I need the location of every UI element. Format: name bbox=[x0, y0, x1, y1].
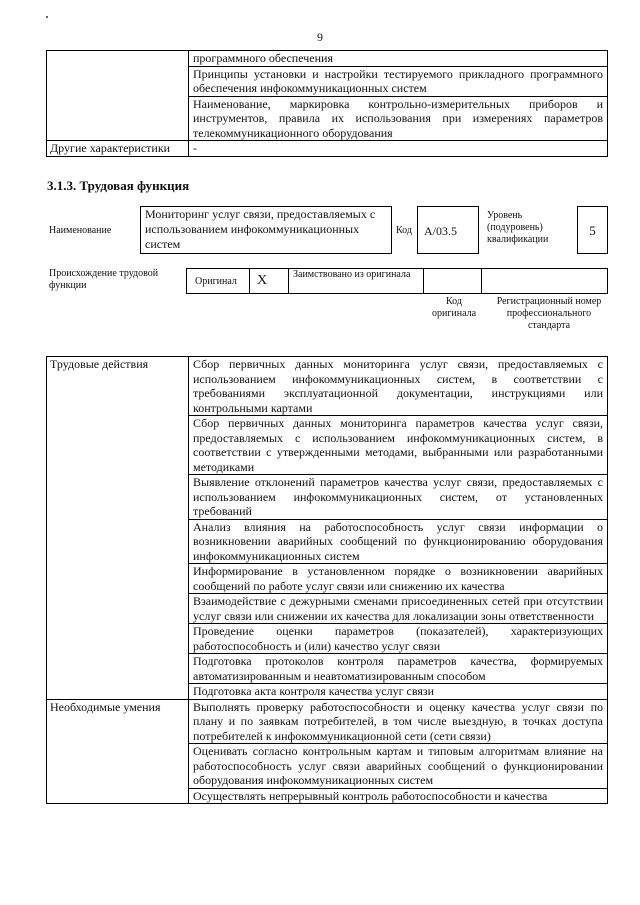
table-cell-empty bbox=[47, 51, 189, 141]
code-box bbox=[417, 206, 479, 254]
original-mark: Х bbox=[257, 273, 268, 288]
function-name-value: Мониторинг услуг связи, предоставляемых с использованием инфокоммуникационных систем bbox=[145, 207, 376, 251]
labor-actions-label: Трудовые действия bbox=[47, 357, 189, 700]
labor-action: Подготовка протоколов контроля параметров качества, формируемых автоматизированным и неавтоматизированным способом bbox=[189, 654, 608, 684]
scan-dot bbox=[46, 16, 48, 18]
level-box bbox=[577, 206, 608, 254]
skill: Осуществлять непрерывный контроль работоспособности и качества bbox=[189, 788, 608, 804]
labor-action: Подготовка акта контроля качества услуг связи bbox=[189, 684, 608, 700]
skill: Оценивать согласно контрольным картам и типовым алгоритмам влияние на работоспособность услуг связи аварийных сообщений о функционировании оборудования инфокоммуникационных систем bbox=[189, 744, 608, 789]
knowledge-table-continuation bbox=[46, 50, 608, 157]
level-label: Уровень (подуровень) квалификации bbox=[487, 210, 549, 245]
divider bbox=[423, 269, 424, 293]
table-row bbox=[47, 699, 608, 744]
skill: Выполнять проверку работоспособности и оценку качества услуг связи по плану и по заявкам потребителей, в том числе выездную, в точках доступа потребителей к инфокоммуникационной сети (сети связи) bbox=[189, 699, 608, 744]
origin-box bbox=[186, 268, 608, 294]
code-label: Код bbox=[396, 225, 412, 236]
level-value: 5 bbox=[589, 223, 596, 238]
labor-action: Сбор первичных данных мониторинга параметров качества услуг связи, предоставляемых с использованием инфокоммуникационных систем, в соответствии с утвержденными методами, выбранными или разработанными методиками bbox=[189, 416, 608, 475]
labor-function-table bbox=[46, 356, 608, 804]
divider bbox=[288, 269, 289, 293]
code-caption: Код оригинала bbox=[431, 296, 477, 319]
section-title: 3.1.3. Трудовая функция bbox=[47, 178, 190, 193]
table-cell: программного обеспечения bbox=[189, 51, 608, 67]
divider bbox=[249, 269, 250, 293]
other-characteristics-label: Другие характеристики bbox=[47, 141, 189, 157]
name-label: Наименование bbox=[49, 225, 112, 236]
labor-action: Взаимодействие с дежурными сменами присоединенных сетей при отсутствии услуг связи или снижении их качества для локализации зоны ответственности bbox=[189, 594, 608, 624]
reg-caption: Регистрационный номер профессионального стандарта bbox=[496, 296, 602, 331]
origin-label: Происхождение трудовой функции bbox=[49, 268, 159, 291]
other-characteristics-value: - bbox=[189, 141, 608, 157]
table-cell: Принципы установки и настройки тестируемого прикладного программного обеспечения инфокоммуникационных систем bbox=[189, 66, 608, 96]
borrowed-label: Заимствовано из оригинала bbox=[293, 269, 411, 280]
page-number: 9 bbox=[317, 30, 323, 44]
code-value: А/03.5 bbox=[424, 224, 457, 238]
original-label: Оригинал bbox=[195, 276, 237, 287]
function-name-box bbox=[140, 206, 392, 254]
skills-label: Необходимые умения bbox=[47, 699, 189, 804]
table-row bbox=[47, 141, 608, 157]
labor-action: Информирование в установленном порядке о возникновении аварийных сообщений по работе услуг связи или снижению их качества bbox=[189, 564, 608, 594]
table-cell: Наименование, маркировка контрольно-измерительных приборов и инструментов, правила их использования при измерениях параметров телекоммуникационного оборудования bbox=[189, 96, 608, 141]
labor-action: Выявление отклонений параметров качества услуг связи, предоставляемых с использованием инфокоммуникационных систем, от установленных требований bbox=[189, 475, 608, 520]
table-row bbox=[47, 51, 608, 67]
labor-action: Сбор первичных данных мониторинга услуг связи, предоставляемых с использованием инфокоммуникационных систем, в соответствии с требованиями эксплуатационной документации, инструкциями или контрольными картами bbox=[189, 357, 608, 416]
table-row bbox=[47, 357, 608, 416]
labor-action: Анализ влияния на работоспособность услуг связи информации о возникновении аварийных сообщений по функционированию оборудования инфокоммуникационных систем bbox=[189, 519, 608, 564]
divider bbox=[481, 269, 482, 293]
labor-action: Проведение оценки параметров (показателей), характеризующих работоспособность и (или) качество услуг связи bbox=[189, 624, 608, 654]
